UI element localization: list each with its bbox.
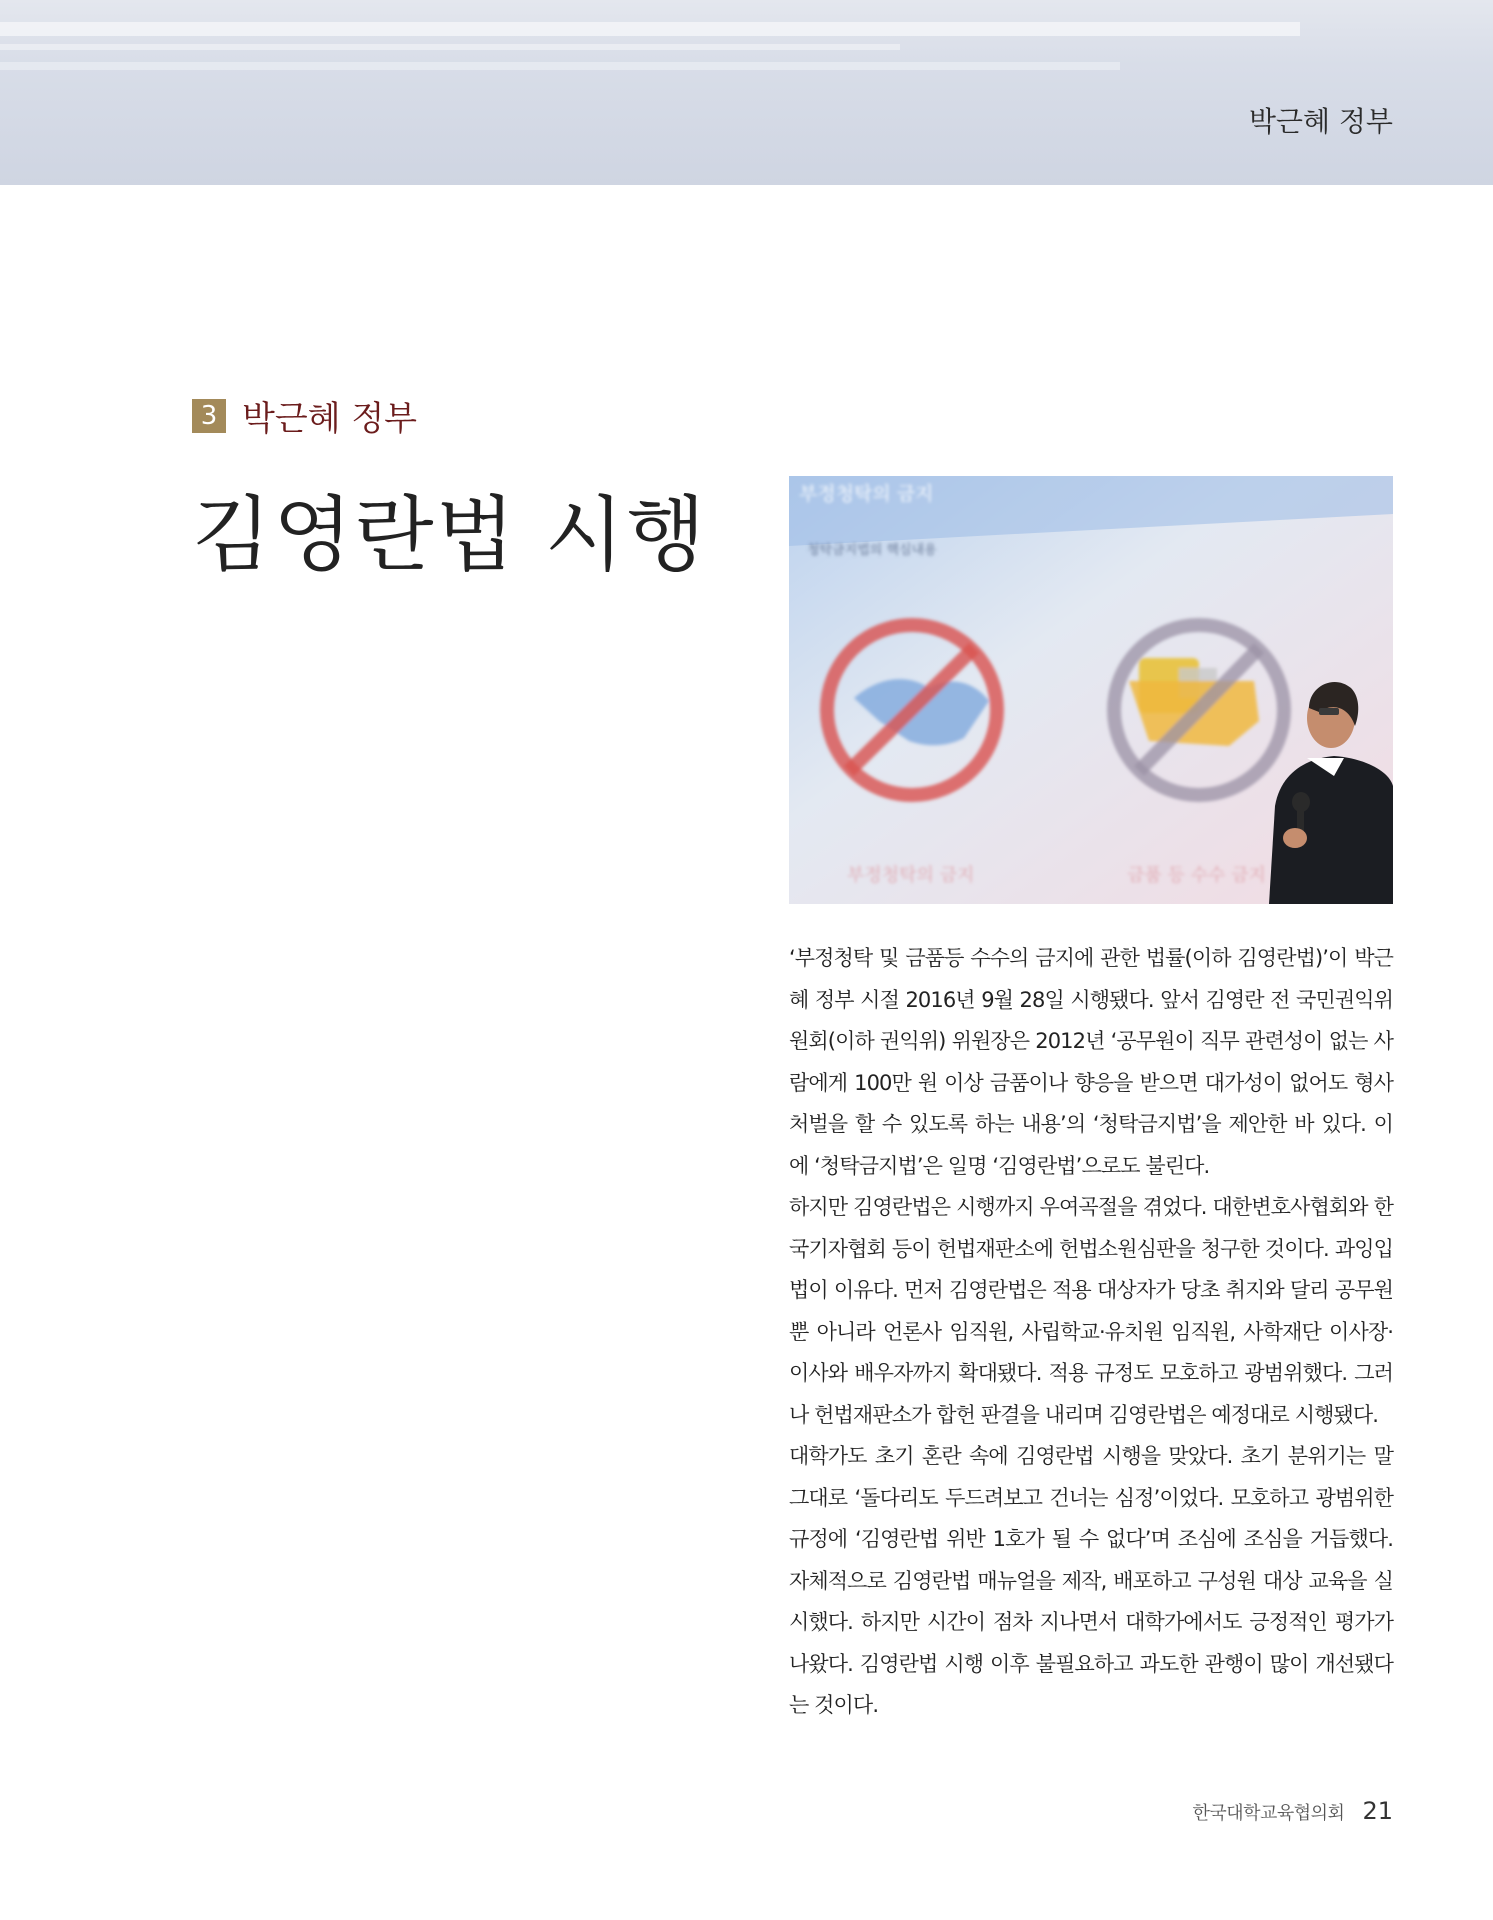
article-title: 김영란법 시행 (192, 488, 708, 583)
page-footer (1192, 1797, 1393, 1825)
section-label (192, 391, 417, 440)
section-number-badge: 3 (192, 399, 226, 433)
page-number: 21 (1362, 1797, 1393, 1825)
right-slide-caption: 금품 등 수수 금지 (1127, 865, 1266, 886)
banner-streak (0, 22, 1300, 36)
left-slide-caption: 부정청탁의 금지 (847, 865, 975, 886)
body-paragraph: 하지만 김영란법은 시행까지 우여곡절을 겪었다. 대한변호사협회와 한국기자협회 등이 헌법재판소에 헌법소원심판을 청구한 것이다. 과잉입법이 이유다. 먼저 김영란법은 적용 대상자가 당초 취지와 달리 공무원뿐 아니라 언론사 임직원, 사립학교·유치원 임직원, 사학재단 이사장·이사와 배우자까지 확대됐다. 적용 규정도 모호하고 광범위했다. 그러나 헌법재판소가 합헌 판결을 내리며 김영란법은 예정대로 시행됐다. (789, 1195, 1393, 1427)
article-photo (789, 476, 1393, 904)
running-header: 박근혜 정부 (1248, 105, 1393, 138)
header-banner (0, 0, 1493, 185)
article-body (789, 938, 1393, 1727)
slide-heading: 부정청탁의 금지 (799, 483, 934, 505)
body-paragraph: 대학가도 초기 혼란 속에 김영란법 시행을 맞았다. 초기 분위기는 말 그대로 ‘돌다리도 두드려보고 건너는 심정’이었다. 모호하고 광범위한 규정에 ‘김영란법 위반 1호가 될 수 없다’며 조심에 조심을 거듭했다. 자체적으로 김영란법 매뉴얼을 제작, 배포하고 구성원 대상 교육을 실시했다. 하지만 시간이 점차 지나면서 대학가에서도 긍정적인 평가가 나왔다. 김영란법 시행 이후 불필요하고 과도한 관행이 많이 개선됐다는 것이다. (789, 1444, 1393, 1717)
section-title: 박근혜 정부 (242, 399, 418, 439)
banner-streak (0, 62, 1120, 70)
banner-streak (0, 44, 900, 50)
slide-subheading: 청탁금지법의 핵심내용 (807, 543, 937, 558)
body-paragraph: ‘부정청탁 및 금품등 수수의 금지에 관한 법률(이하 김영란법)’이 박근혜 정부 시절 2016년 9월 28일 시행됐다. 앞서 김영란 전 국민권익위원회(이하 권익위) 위원장은 2012년 ‘공무원이 직무 관련성이 없는 사람에게 100만 원 이상 금품이나 향응을 받으면 대가성이 없어도 형사처벌을 할 수 있도록 하는 내용’의 ‘청탁금지법’을 제안한 바 있다. 이에 ‘청탁금지법’은 일명 ‘김영란법’으로도 불린다. (789, 946, 1393, 1178)
footer-organization: 한국대학교육협의회 (1192, 1803, 1345, 1824)
